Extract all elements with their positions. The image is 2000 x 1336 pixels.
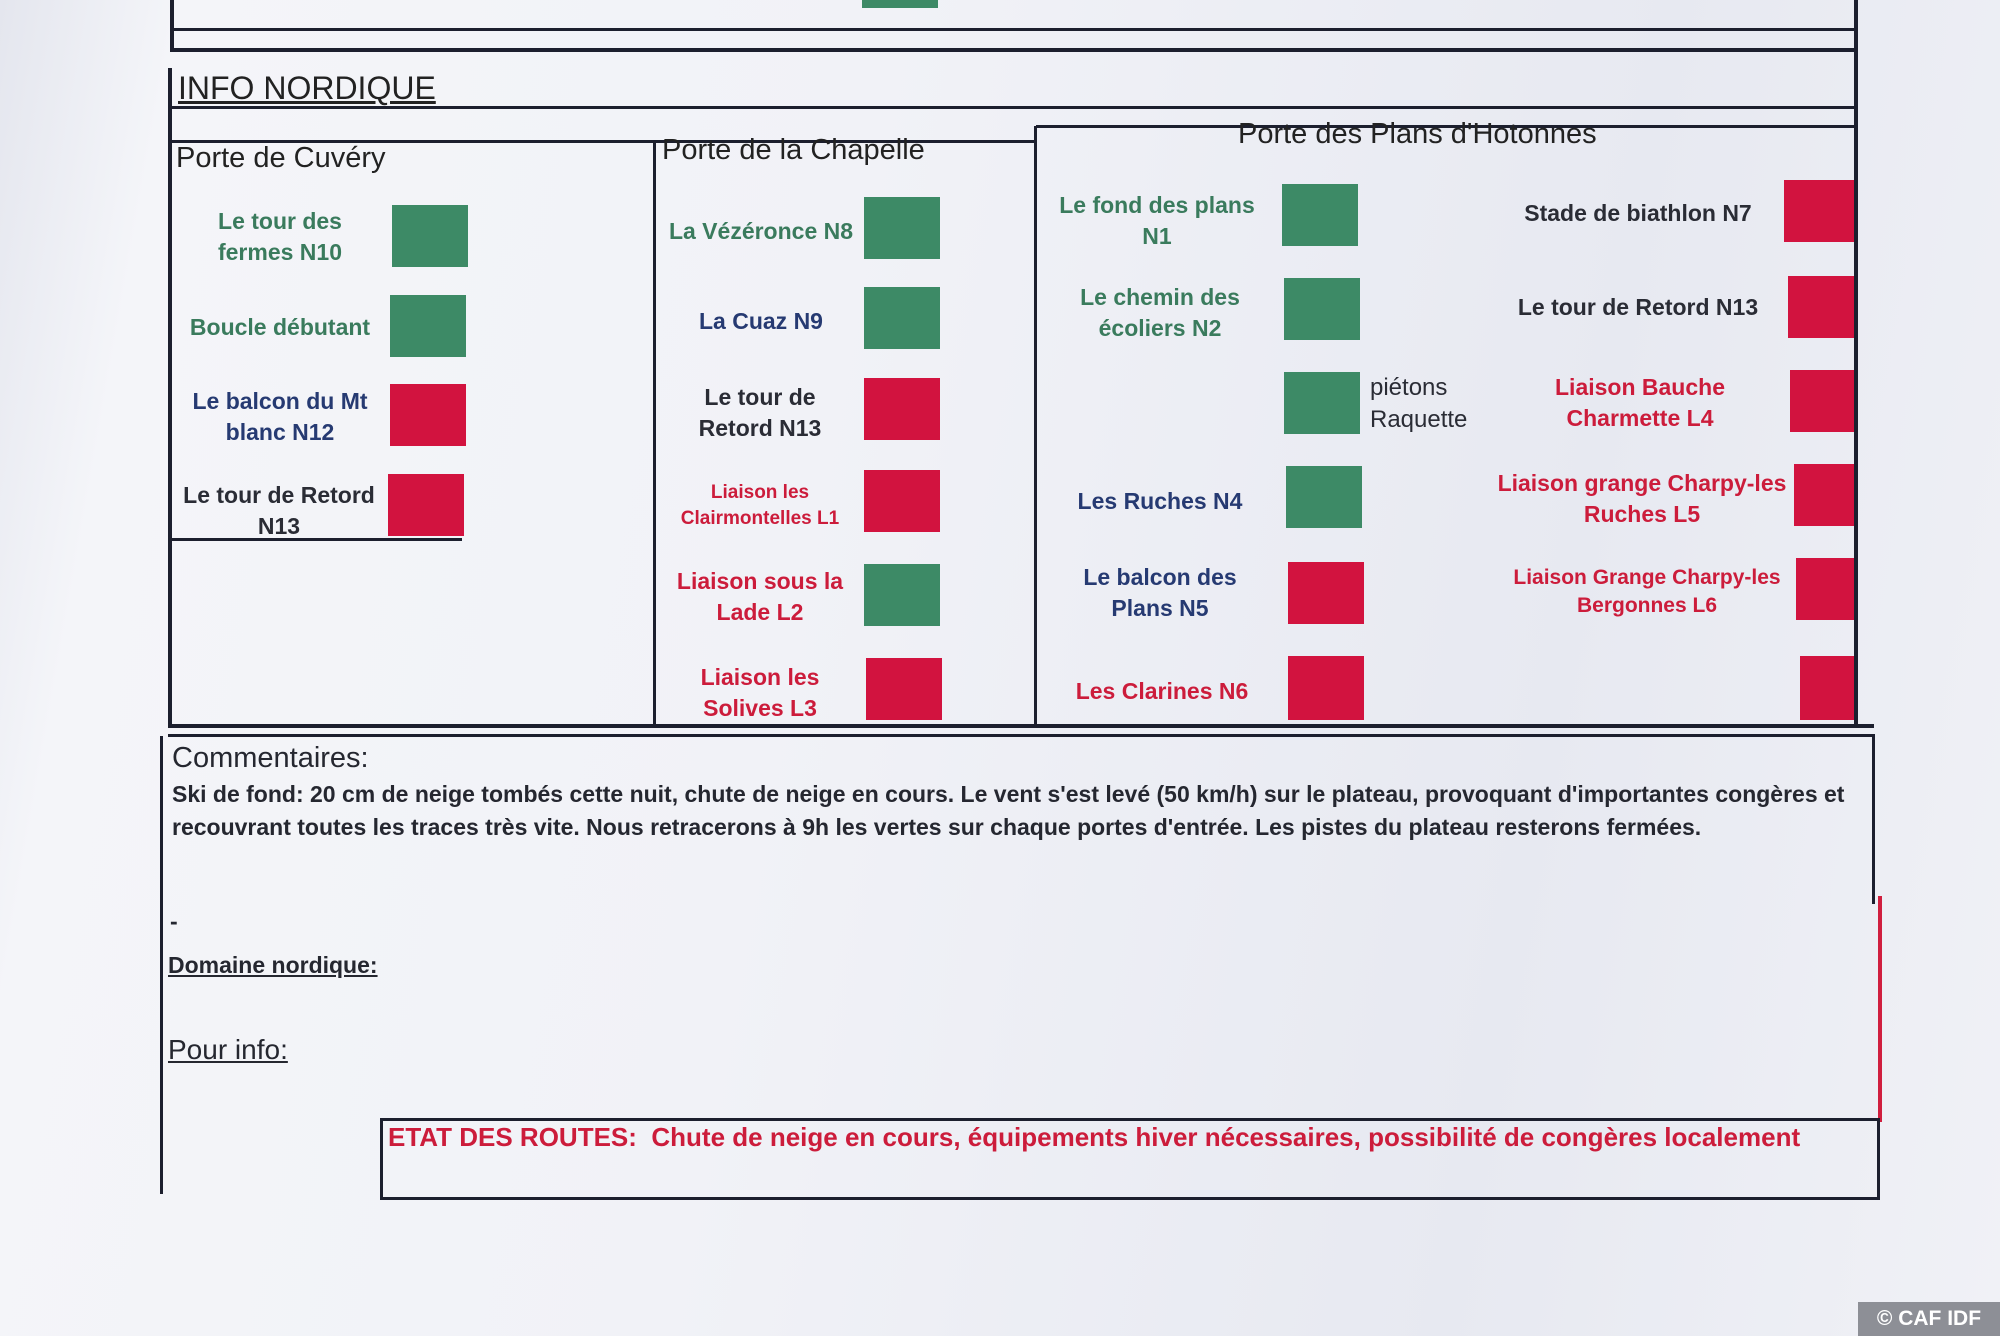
photo-credit: © CAF IDF [1858,1302,2000,1336]
table-border [168,724,1874,728]
trail-label: Le fond des plans N1 [1059,192,1255,250]
column-divider [653,140,656,726]
routes-description: Chute de neige en cours, équipements hiver nécessaires, possibilité de congères localement [651,1122,1801,1152]
trail-status-swatch [390,384,466,446]
trail-status-swatch [1288,656,1364,720]
trail-status-swatch [1286,466,1362,528]
trail-status-swatch [392,205,468,267]
trail-label: Liaison les Solives L3 [700,664,820,722]
trail-status-swatch [1284,372,1360,434]
trail-label: Liaison grange Charpy-les Ruches L5 [1497,470,1787,528]
porte-hotonnes-title: Porte des Plans d'Hotonnes [1238,118,1597,150]
table-border [170,0,174,50]
trail-label: Boucle débutant [189,314,371,340]
trail-label: Liaison sous la Lade L2 [676,568,844,626]
trail-status-swatch [1784,180,1854,242]
table-border [170,48,1858,52]
trail-label: Liaison Bauche Charmette L4 [1555,374,1725,432]
domaine-nordique-label: Domaine nordique: [168,952,378,978]
trail-status-swatch [864,287,940,349]
trail-label: Les Ruches N4 [1077,488,1243,514]
trail-label: Le tour de Retord N13 [698,384,822,442]
trail-label: Liaison les Clairmontelles L1 [680,482,840,529]
column-divider [1854,108,1857,726]
routes-text [388,1120,1868,1154]
trail-label: piétons Raquette [1370,374,1468,434]
trail-status-swatch [864,197,940,259]
trail-label: Stade de biathlon N7 [1524,200,1752,226]
porte-cuvery-title: Porte de Cuvéry [176,142,386,174]
green-swatch-fragment [862,0,938,8]
trail-status-swatch [1794,464,1854,526]
trail-status-swatch [1788,276,1854,338]
trail-label: La Cuaz N9 [699,308,823,334]
trail-status-swatch [1282,184,1358,246]
trail-status-swatch [864,564,940,626]
pour-info-label: Pour info: [168,1034,288,1065]
column-divider [1034,126,1037,726]
trail-status-swatch [864,470,940,532]
trail-label: La Vézéronce N8 [668,218,854,244]
trail-label: Liaison Grange Charpy-les Bergonnes L6 [1513,566,1781,618]
trail-status-swatch [1800,656,1854,720]
routes-label: ETAT DES ROUTES: [388,1122,637,1152]
comments-border [1872,734,1875,904]
comments-text: Ski de fond: 20 cm de neige tombés cette nuit, chute de neige en cours. Le vent s'est levé (50 km/h) sur le plateau, provoquant d'importantes congères et recouvrant toutes les traces très vite. Nous retracerons à 9h les vertes sur chaque portes d'entrée. Les pistes du plateau resterons fermées. [172,781,1845,840]
trail-status-swatch [1790,370,1854,432]
comments-heading: Commentaires: [172,742,369,774]
trail-status-swatch [388,474,464,536]
porte-chapelle-title: Porte de la Chapelle [662,134,925,166]
trail-status-swatch [1796,558,1854,620]
red-margin-line [1878,896,1882,1122]
trail-status-swatch [1284,278,1360,340]
trail-label: Le tour des fermes N10 [217,208,343,266]
trail-label: Les Clarines N6 [1075,678,1249,704]
trail-label: Le tour de Retord N13 [183,482,375,540]
table-border [168,68,172,726]
section-title: INFO NORDIQUE [178,70,436,106]
trail-label: Le balcon des Plans N5 [1083,564,1237,622]
comments-border [168,734,1874,737]
table-border [172,28,1858,31]
comments-border [160,736,163,1194]
trail-status-swatch [866,658,942,720]
trail-status-swatch [390,295,466,357]
comments-dash: - [170,908,178,934]
trail-label: Le balcon du Mt blanc N12 [192,388,368,446]
trail-status-swatch [864,378,940,440]
trail-label: Le tour de Retord N13 [1517,294,1759,320]
trail-status-swatch [1288,562,1364,624]
trail-label: Le chemin des écoliers N2 [1080,284,1240,342]
